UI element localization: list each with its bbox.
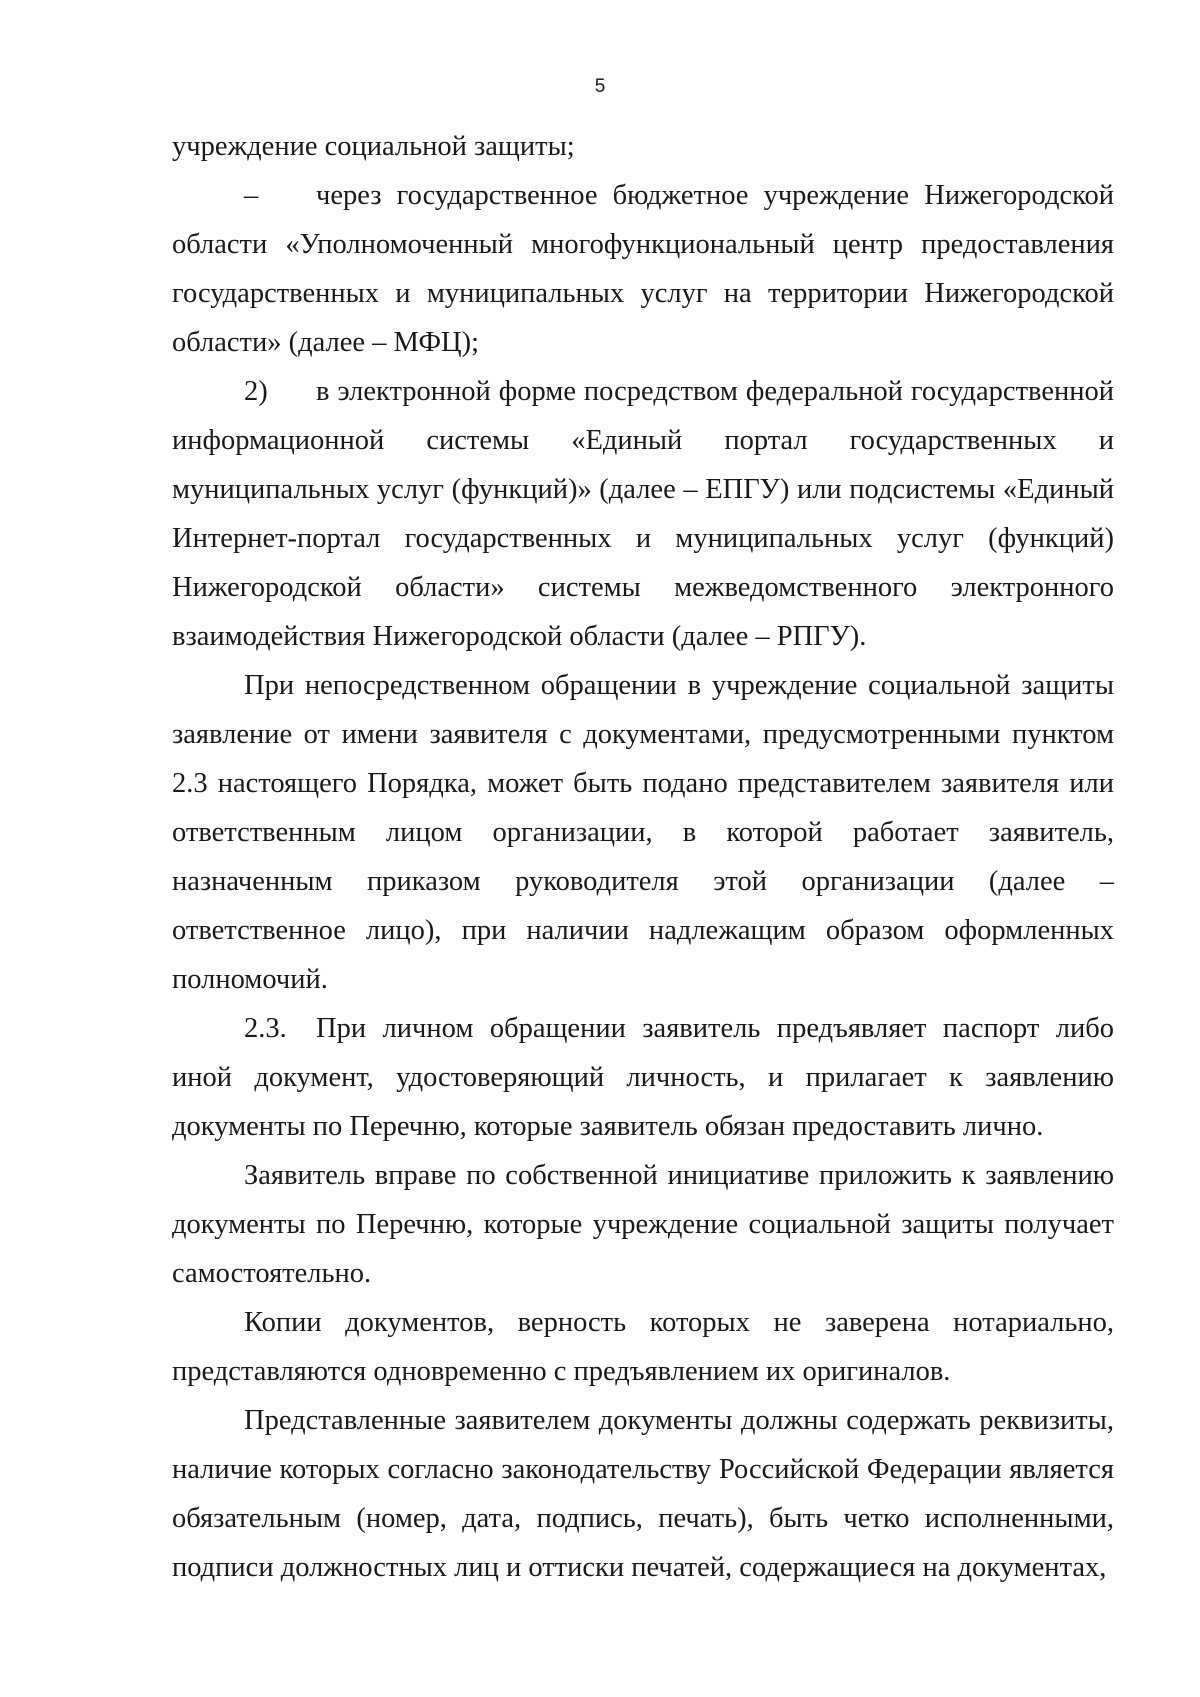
page-number: 5 — [594, 76, 606, 97]
section-2-3 — [172, 1004, 1114, 1151]
list-item-dash — [172, 171, 1114, 367]
list-item-text: в электронной форме посредством федеральной государственной информационной системы «Единый портал государственных и муниципальных услуг (функций)» (далее – ЕПГУ) или подсистемы «Единый Интернет-портал государственных и муниципальных услуг (функций) Нижегородской области» системы межведомственного электронного взаимодействия Нижегородской области (далее – РПГУ). — [172, 376, 1114, 652]
section-text: При личном обращении заявитель предъявляет паспорт либо иной документ, удостоверяющий личность, и прилагает к заявлению документы по Перечню, которые заявитель обязан предоставить лично. — [172, 1013, 1114, 1142]
paragraph-own-initiative: Заявитель вправе по собственной инициативе приложить к заявлению документы по Перечню, которые учреждение социальной защиты получает самостоятельно. — [172, 1160, 1114, 1289]
item-number: 2) — [244, 376, 268, 407]
list-item-2 — [172, 367, 1114, 661]
list-item-text: через государственное бюджетное учреждение Нижегородской области «Уполномоченный многофункциональный центр предоставления государственных и муниципальных услуг на территории Нижегородской области» (далее – МФЦ); — [172, 180, 1114, 358]
paragraph-copies: Копии документов, верность которых не заверена нотариально, представляются одновременно с предъявлением их оригиналов. — [172, 1307, 1114, 1387]
dash-marker: – — [244, 180, 259, 211]
paragraph-continuation: учреждение социальной защиты; — [172, 131, 575, 162]
paragraph-requisites: Представленные заявителем документы должны содержать реквизиты, наличие которых согласно законодательству Российской Федерации является обязательным (номер, дата, подпись, печать), быть четко исполненными, подписи должностных лиц и оттиски печатей, содержащиеся на документах, — [172, 1405, 1114, 1583]
document-body — [172, 122, 1114, 1592]
paragraph-direct-appeal: При непосредственном обращении в учреждение социальной защиты заявление от имени заявителя с документами, предусмотренными пунктом 2.3 настоящего Порядка, может быть подано представителем заявителя или ответственным лицом организации, в которой работает заявитель, назначенным приказом руководителя этой организации (далее – ответственное лицо), при наличии надлежащим образом оформленных полномочий. — [172, 670, 1114, 995]
section-number: 2.3. — [244, 1013, 287, 1044]
